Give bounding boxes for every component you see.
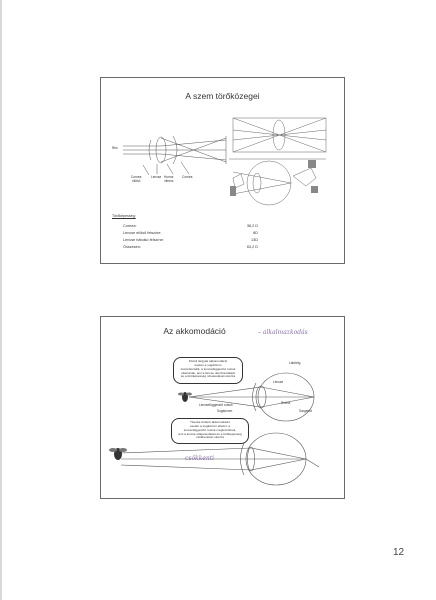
refraction-row-label: Cornea: — [123, 224, 137, 228]
label-cornea-back: Cornea — [182, 175, 193, 179]
near-accommodation-text: Közeli tárgyak akkomodáció esetén a sugárizom összehúzódik, a lencsefüggesztő rostok ellazulnak, ami a lencse domborodását és a törőképesség növekedését okozza — [180, 359, 236, 379]
refraction-diagram — [101, 78, 344, 263]
label-lens: Lencse — [151, 175, 162, 179]
refraction-row-value: 38,2 D — [246, 224, 258, 228]
page-edge — [0, 0, 2, 600]
label-ciliary-muscle: Sugárizom — [217, 409, 233, 413]
page-number: 12 — [393, 547, 405, 558]
slide-refractive-media — [100, 77, 345, 264]
label-vitreous: Humor vitreus — [164, 175, 174, 183]
handwritten-title-note: – alkalmazkodás — [258, 329, 308, 336]
label-optic-nerve: Sargehöt — [299, 409, 312, 413]
refraction-row-label: Lencse elülső felszíne: — [123, 231, 162, 235]
refraction-heading: Törőképesség: — [112, 214, 136, 218]
slide-accommodation — [100, 316, 345, 499]
far-accommodation-text: Távolra történő akkomodáció esetén a sugárizom ellazul, a lencsefüggesztő rostok megfeszülnek, ami a lencse ellaposodását és a törőképesség csökkenését okozza — [178, 420, 242, 440]
label-retina: Retina — [281, 401, 291, 405]
label-rays: Rés — [112, 146, 118, 150]
refraction-row-label: Lencse hátulsó felszíne: — [123, 238, 164, 242]
far-accommodation-bubble — [171, 418, 249, 444]
slide-title: Az akkomodáció — [163, 326, 226, 336]
refraction-row-label: Összesen: — [123, 245, 141, 249]
near-accommodation-bubble — [173, 357, 243, 384]
label-point: Látótéig — [289, 361, 301, 365]
slide-title: A szem törőközegei — [185, 91, 260, 101]
refraction-row-value: 63,2 D — [246, 245, 258, 249]
label-suspensory-fibres: Lencsefüggesztő rostok — [199, 403, 233, 407]
label-lens: Lencse — [273, 380, 284, 384]
label-cornea-front: Cornea elülső — [131, 175, 142, 183]
refraction-row-value: 13D — [251, 238, 258, 242]
refraction-row-value: 8D — [253, 231, 258, 235]
handwritten-bottom-note: csökkenti — [185, 455, 215, 462]
